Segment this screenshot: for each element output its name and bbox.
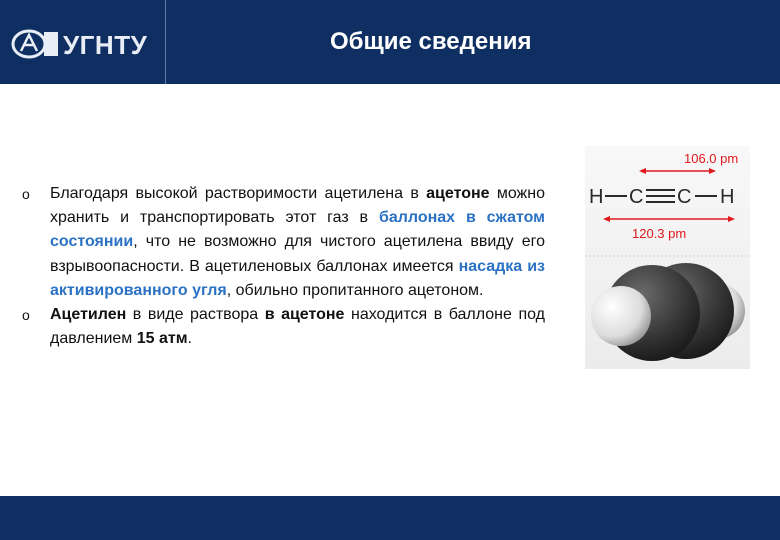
bond-length-label-bottom: 120.3 pm	[632, 226, 687, 241]
text-run: .	[187, 330, 192, 348]
slide-title: Общие сведения	[330, 28, 532, 55]
atom-h-right: H	[720, 186, 735, 208]
logo-area	[0, 0, 166, 84]
text-run-highlight: баллонах в сжатом состоянии	[50, 209, 546, 251]
acetylene-molecule-figure	[585, 146, 750, 369]
text-run: , обильно пропитанного ацетоном.	[226, 281, 484, 299]
text-run: можно хранить и транспортировать этот газ в	[50, 185, 545, 227]
text-run: в виде раствора	[126, 306, 265, 324]
atom-c-right: C	[677, 186, 692, 208]
text-run-bold: 15 атм	[136, 330, 188, 348]
bullet-item-2	[22, 303, 545, 351]
atom-c-left: C	[629, 186, 644, 208]
text-run: Благодаря высокой растворимости ацетилена в	[50, 185, 427, 202]
bullet-marker: o	[22, 307, 30, 324]
bullet-marker: o	[22, 186, 30, 202]
atom-h-left: H	[589, 186, 604, 208]
content-body	[22, 182, 545, 351]
logo-text: УГНТУ	[63, 30, 148, 60]
hydrogen-atom-left	[591, 286, 651, 346]
bond-length-label-top: 106.0 pm	[684, 151, 739, 166]
text-run-bold: Ацетилен	[50, 306, 127, 324]
text-run: , что не возможно для чистого ацетилена ввиду его взрывоопасности. В ацетиленовых баллонах имеется	[50, 233, 545, 275]
bullet-item-1	[22, 182, 545, 303]
text-run-highlight: насадка из активированного угля	[50, 257, 545, 299]
footer-bar	[0, 496, 780, 540]
text-run: находится в баллоне под давлением	[50, 306, 545, 348]
text-run-bold: в ацетоне	[264, 306, 345, 324]
university-emblem-icon	[10, 27, 60, 61]
text-run-bold: ацетоне	[426, 185, 490, 202]
